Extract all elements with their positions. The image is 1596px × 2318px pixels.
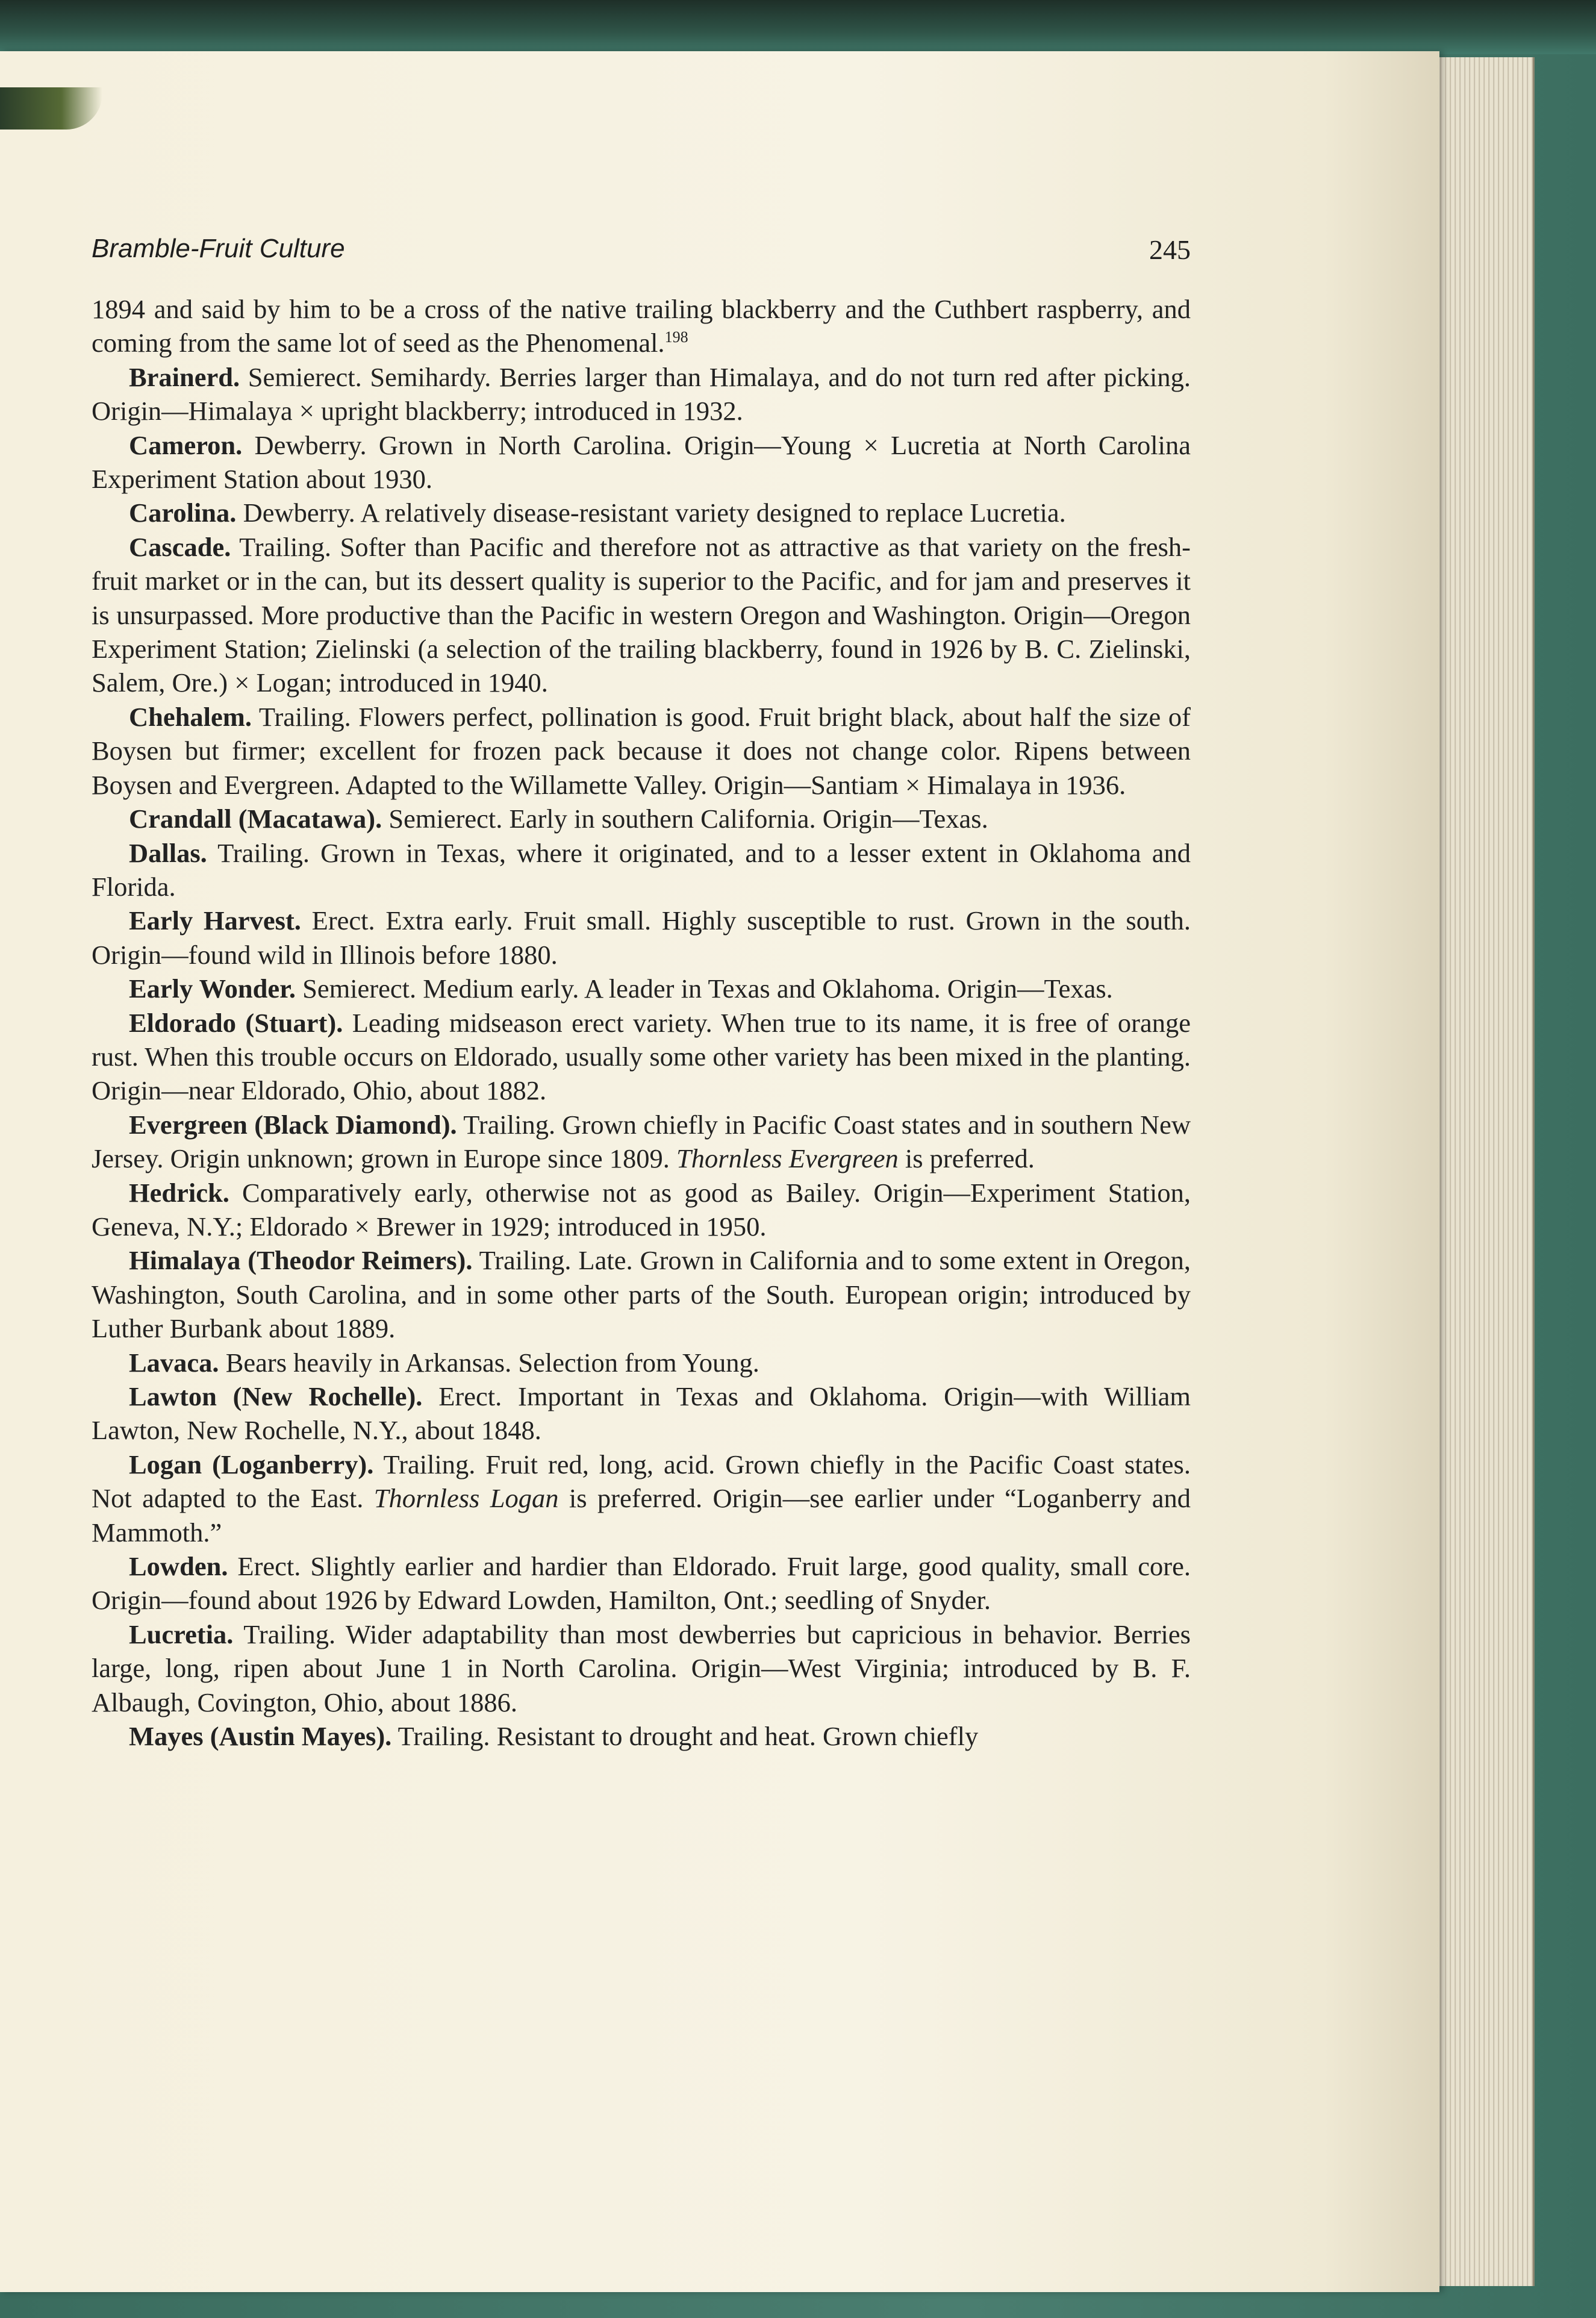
entry-paragraph (92, 360, 1191, 428)
entry-term: Cameron. (129, 430, 243, 460)
entry-paragraph (92, 1176, 1191, 1244)
entry-paragraph (92, 802, 1191, 836)
entry-paragraph (92, 1379, 1191, 1448)
entry-paragraph (92, 972, 1191, 1005)
entry-text: Trailing. Fruit red, long, acid. Grown chiefly in the Pacific Coast states. Not adapted to the East. (92, 1449, 1191, 1514)
entry-after: is preferred. (898, 1143, 1035, 1174)
entry-term: Lawton (New Rochelle). (129, 1381, 423, 1411)
entry-text: Trailing. Late. Grown in California and to some extent in Oregon, Washington, South Carolina, and in some other parts of the South. European origin; introduced by Luther Burbank about 1889. (92, 1245, 1191, 1344)
entry-text: Semierect. Early in southern California. Origin—Texas. (388, 804, 988, 834)
entry-paragraph (92, 428, 1191, 496)
page-corner-shadow (0, 87, 102, 130)
entry-term: Mayes (Austin Mayes). (129, 1721, 392, 1752)
entry-term: Himalaya (Theodor Reimers). (129, 1245, 473, 1276)
entry-text: Erect. Slightly earlier and hardier than Eldorado. Fruit large, good quality, small core. Origin—found about 1926 by Edward Lowden, Hamilton, Ont.; seedling of Snyder. (92, 1551, 1191, 1616)
entry-term: Lavaca. (129, 1347, 219, 1378)
entry-paragraph (92, 1448, 1191, 1549)
entry-paragraph (92, 1108, 1191, 1176)
entry-paragraph (92, 700, 1191, 802)
entry-term: Logan (Loganberry). (129, 1449, 374, 1479)
entry-text: Semierect. Medium early. A leader in Texas and Oklahoma. Origin—Texas. (302, 973, 1113, 1004)
entry-text: Trailing. Grown in Texas, where it originated, and to a lesser extent in Oklahoma and Florida. (92, 837, 1191, 902)
entry-paragraph (92, 1617, 1191, 1719)
body-text (92, 292, 1191, 1753)
entry-italic: Thornless Logan (373, 1483, 559, 1514)
entry-text: Dewberry. A relatively disease-resistant variety designed to replace Lucretia. (243, 498, 1066, 528)
entry-paragraph (92, 836, 1191, 904)
entry-term: Brainerd. (129, 361, 240, 392)
entry-text: Leading midseason erect variety. When true to its name, it is free of orange rust. When this trouble occurs on Eldorado, usually some other variety has been mixed in the planting. Origin—near Eldorado, Ohio, about 1882. (92, 1007, 1191, 1106)
page-header (92, 234, 1191, 276)
entry-after: is preferred. Origin—see earlier under “Loganberry and Mammoth.” (92, 1483, 1191, 1548)
footnote-ref: 198 (664, 328, 688, 346)
page-number: 245 (1149, 234, 1191, 265)
entry-text: Trailing. Grown chiefly in Pacific Coast states and in southern New Jersey. Origin unknown; grown in Europe since 1809. (92, 1109, 1191, 1174)
entry-term: Early Harvest. (129, 905, 301, 936)
entry-text: Dewberry. Grown in North Carolina. Origin—Young × Lucretia at North Carolina Experiment Station about 1930. (92, 430, 1191, 495)
entry-paragraph (92, 1549, 1191, 1617)
entry-text: Comparatively early, otherwise not as good as Bailey. Origin—Experiment Station, Geneva, N.Y.; Eldorado × Brewer in 1929; introduced in 1950. (92, 1177, 1191, 1242)
entry-paragraph (92, 1346, 1191, 1379)
entry-term: Hedrick. (129, 1177, 229, 1208)
entry-paragraph (92, 904, 1191, 972)
entry-paragraph (92, 1719, 1191, 1753)
entry-paragraph (92, 1006, 1191, 1108)
entry-text: Trailing. Wider adaptability than most dewberries but capricious in behavior. Berries large, long, ripen about June 1 in North Carolina. Origin—West Virginia; introduced by B. F. Albaugh, Covington, Ohio, about 1886. (92, 1619, 1191, 1717)
entry-term: Dallas. (129, 837, 207, 868)
entry-text: Semierect. Semihardy. Berries larger than Himalaya, and do not turn red after picking. Origin—Himalaya × upright blackberry; introduced in 1932. (92, 361, 1191, 426)
entry-paragraph (92, 530, 1191, 700)
entry-term: Crandall (Macatawa). (129, 804, 382, 834)
entry-term: Lucretia. (129, 1619, 234, 1649)
intro-text: 1894 and said by him to be a cross of the native trailing blackberry and the Cuthbert raspberry, and coming from the same lot of seed as the Phenomenal. (92, 294, 1191, 358)
entry-term: Carolina. (129, 498, 237, 528)
entry-text: Bears heavily in Arkansas. Selection from Young. (225, 1347, 759, 1378)
intro-paragraph (92, 292, 1191, 360)
entry-term: Evergreen (Black Diamond). (129, 1109, 457, 1140)
running-title: Bramble-Fruit Culture (92, 234, 345, 263)
entry-text: Trailing. Flowers perfect, pollination is good. Fruit bright black, about half the size of Boysen but firmer; excellent for frozen pack because it does not change color. Ripens between Boysen and Evergreen. Adapted to the Willamette Valley. Origin—Santiam × Himalaya in 1936. (92, 701, 1191, 800)
entry-term: Cascade. (129, 531, 231, 562)
entry-text: Erect. Extra early. Fruit small. Highly susceptible to rust. Grown in the south. Origin—found wild in Illinois before 1880. (92, 905, 1191, 970)
entry-term: Chehalem. (129, 701, 252, 732)
entry-paragraph (92, 496, 1191, 530)
entry-term: Early Wonder. (129, 973, 296, 1004)
entry-text: Erect. Important in Texas and Oklahoma. Origin—with William Lawton, New Rochelle, N.Y., about 1848. (92, 1381, 1191, 1446)
entry-term: Lowden. (129, 1551, 228, 1582)
cover-top-edge (0, 0, 1596, 54)
entry-text: Trailing. Resistant to drought and heat. Grown chiefly (397, 1721, 979, 1752)
entry-term: Eldorado (Stuart). (129, 1007, 343, 1038)
entry-italic: Thornless Evergreen (676, 1143, 899, 1174)
entry-text: Trailing. Softer than Pacific and therefore not as attractive as that variety on the fresh-fruit market or in the can, but its dessert quality is superior to the Pacific, and for jam and preserves it is unsurpassed. More productive than the Pacific in western Oregon and Washington. Origin—Oregon Experiment Station; Zielinski (a selection of the trailing blackberry, found in 1926 by B. C. Zielinski, Salem, Ore.) × Logan; introduced in 1940. (92, 531, 1191, 698)
entry-paragraph (92, 1243, 1191, 1345)
